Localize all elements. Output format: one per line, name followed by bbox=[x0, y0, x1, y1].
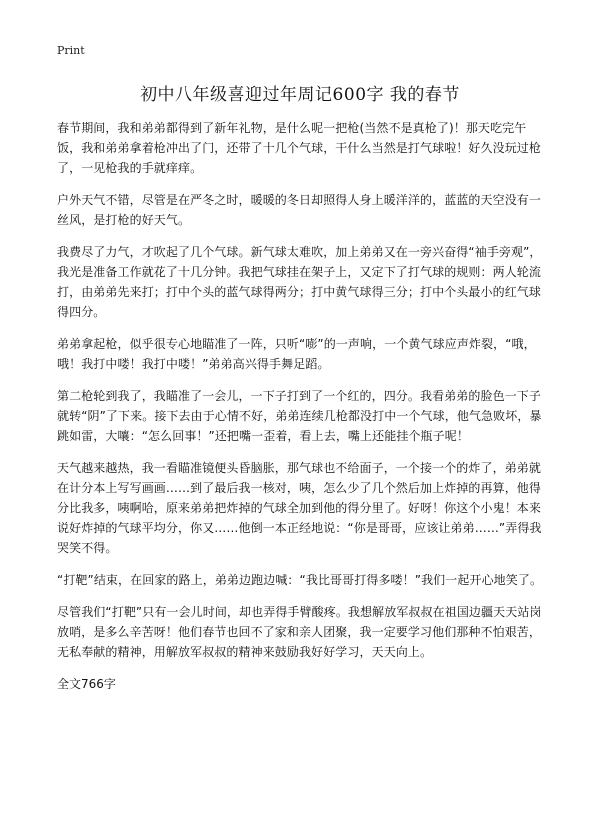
paragraph-5: 第二枪轮到我了，我瞄准了一会儿，一下子打到了一个红的，四分。我看弟弟的脸色一下子就转“阴”了下来。接下去由于心情不好，弟弟连续几枪都没打中一个气球，他气急败坏，暴跳如雷，大嚷：“怎么回事！”还把嘴一歪着，看上去，嘴上还能挂个瓶子呢！ bbox=[57, 389, 542, 443]
paragraph-7: “打靶”结束，在回家的路上，弟弟边跑边喊：“我比哥哥打得多喽！”我们一起开心地笑了。 bbox=[57, 573, 543, 587]
paragraph-4: 弟弟拿起枪，似乎很专心地瞄准了一阵，只听“嘭”的一声响，一个黄气球应声炸裂，“哦，哦！我打中喽！我打中喽！”弟弟高兴得手舞足蹈。 bbox=[57, 337, 536, 371]
paragraph-3: 我费尽了力气，才吹起了几个气球。新气球太难吹，加上弟弟又在一旁兴奋得“袖手旁观”，我光是准备工作就花了十几分钟。我把气球挂在架子上，又定下了打气球的规则：两人轮流打，由弟弟先来打；打中个头的蓝气球得两分；打中黄气球得三分；打中个头最小的红气球得四分。 bbox=[57, 245, 542, 319]
article-body bbox=[57, 118, 543, 694]
paragraph-2: 户外天气不错，尽管是在严冬之时，暖暖的冬日却照得人身上暖洋洋的，蓝蓝的天空没有一丝风，是打枪的好天气。 bbox=[57, 193, 542, 227]
print-link[interactable]: Print bbox=[57, 44, 85, 57]
word-count: 全文766字 bbox=[57, 677, 116, 691]
paragraph-8: 尽管我们“打靶”只有一会儿时间，却也弄得手臂酸疼。我想解放军叔叔在祖国边疆天天站岗放哨，是多么辛苦呀！他们春节也回不了家和亲人团聚，我一定要学习他们那种不怕艰苦，无私奉献的精神，用解放军叔叔的精神来鼓励我好好学习，天天向上。 bbox=[57, 605, 542, 659]
paragraph-6: 天气越来越热，我一看瞄准镜便头昏脑胀，那气球也不给面子，一个接一个的炸了，弟弟就在计分本上写写画画……到了最后我一核对，咦，怎么少了几个然后加上炸掉的再算，他得分比我多，咦啊哈，原来弟弟把炸掉的气球全加到他的得分里了。好呀！你这个小鬼！本来说好炸掉的气球平均分，你又……他倒一本正经地说：“你是哥哥，应该让弟弟……”弄得我哭笑不得。 bbox=[57, 461, 542, 555]
article-title: 初中八年级喜迎过年周记600字 我的春节 bbox=[140, 85, 460, 105]
paragraph-1: 春节期间，我和弟弟都得到了新年礼物，是什么呢一把枪(当然不是真枪了)！那天吃完午饭，我和弟弟拿着枪冲出了门，还带了十几个气球，干什么当然是打气球啦！好久没玩过枪了，一见枪我的手就痒痒。 bbox=[57, 121, 542, 175]
